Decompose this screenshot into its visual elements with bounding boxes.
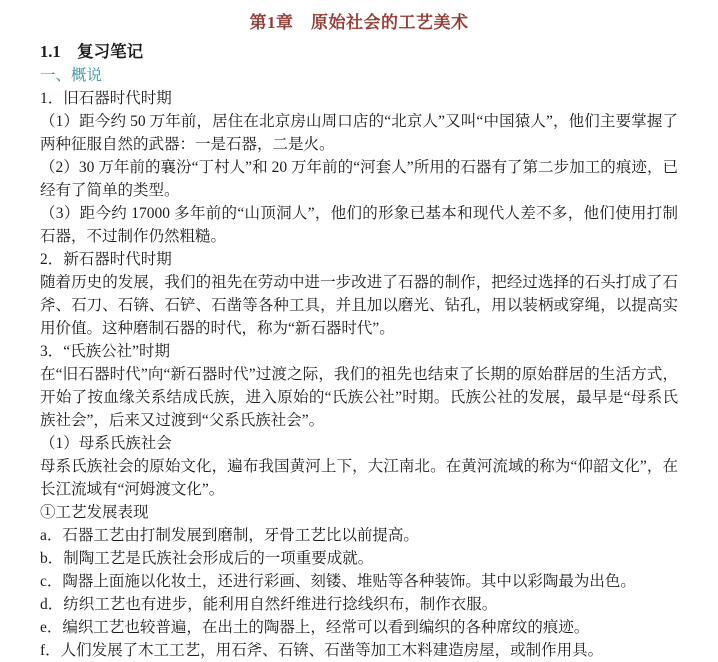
document-body	[40, 64, 678, 662]
chapter-title: 第1章 原始社会的工艺美术	[249, 13, 469, 32]
text-paragraph: 1．旧石器时代时期	[40, 90, 172, 107]
section-title: 1.1 复习笔记	[40, 42, 144, 61]
text-paragraph: b．制陶工艺是氏族社会形成后的一项重要成就。	[40, 550, 374, 567]
text-paragraph: 3．“氏族公社”时期	[40, 343, 171, 360]
text-paragraph: （1）距今约 50 万年前，居住在北京房山周口店的“北京人”又叫“中国猿人”，他们主要掌握了两种征服自然的武器：一是石器，二是火。	[40, 113, 678, 153]
text-paragraph: c．陶器上面施以化妆土，还进行彩画、刻镂、堆贴等各种装饰。其中以彩陶最为出色。	[40, 573, 636, 590]
text-paragraph: （2）30 万年前的襄汾“丁村人”和 20 万年前的“河套人”所用的石器有了第二步加工的痕迹，已经有了简单的类型。	[40, 159, 678, 199]
text-paragraph: e．编织工艺也较普遍，在出土的陶器上，经常可以看到编织的各种席纹的痕迹。	[40, 619, 590, 636]
text-paragraph: 母系氏族社会的原始文化，遍布我国黄河上下，大江南北。在黄河流域的称为“仰韶文化”，在长江流域有“河姆渡文化”。	[40, 458, 678, 498]
text-paragraph: 2．新石器时代时期	[40, 251, 172, 268]
text-paragraph: d．纺织工艺也有进步，能利用自然纤维进行捻线织布，制作衣服。	[40, 596, 498, 613]
text-paragraph: f．人们发展了木工工艺，用石斧、石锛、石凿等加工木料建造房屋，或制作用具。	[40, 642, 604, 659]
text-paragraph: （1）母系氏族社会	[40, 435, 172, 452]
text-paragraph: 在“旧石器时代”向“新石器时代”过渡之际，我们的祖先也结束了长期的原始群居的生活方式，开始了按血缘关系结成氏族，进入原始的“氏族公社”时期。氏族公社的发展，最早是“母系氏族社会”，后来又过渡到“父系氏族社会”。	[40, 366, 678, 429]
text-paragraph: ①工艺发展表现	[40, 504, 149, 521]
text-paragraph: a．石器工艺由打制发展到磨制，牙骨工艺比以前提高。	[40, 527, 419, 544]
text-paragraph: 随着历史的发展，我们的祖先在劳动中进一步改进了石器的制作，把经过选择的石头打成了石斧、石刀、石锛、石铲、石凿等各种工具，并且加以磨光、钻孔，用以装柄或穿绳，以提高实用价值。这种磨制石器的时代，称为“新石器时代”。	[40, 274, 678, 337]
section-subheading: 一、概说	[40, 67, 103, 84]
text-paragraph: （3）距今约 17000 多年前的“山顶洞人”，他们的形象已基本和现代人差不多，他们使用打制石器，不过制作仍然粗糙。	[40, 205, 678, 245]
